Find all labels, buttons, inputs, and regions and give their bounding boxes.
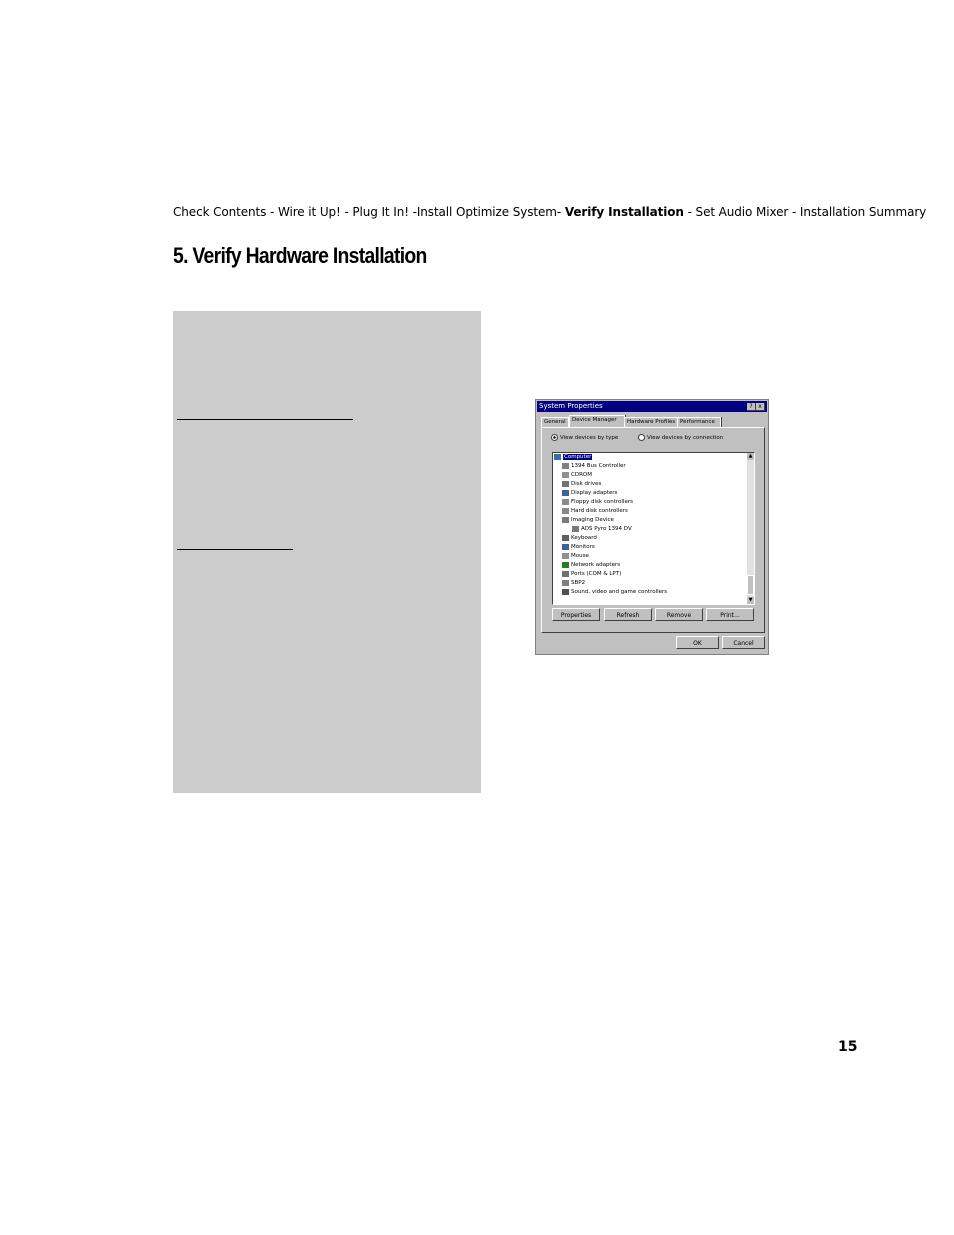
tab-device-manager[interactable]: Device Manager	[569, 415, 625, 428]
floppy-controller-icon	[562, 499, 569, 505]
tab-hardware-profiles[interactable]: Hardware Profiles	[624, 417, 678, 427]
dialog-title: System Properties	[539, 402, 603, 410]
help-button[interactable]: ?	[747, 403, 756, 411]
system-properties-dialog	[535, 399, 769, 655]
radio-by-connection-label: View devices by connection	[647, 435, 724, 441]
device-item[interactable]: SBP2	[562, 579, 585, 588]
disk-drive-icon	[562, 481, 569, 487]
device-item[interactable]: 1394 Bus Controller	[562, 462, 626, 471]
device-item[interactable]: Imaging Device	[562, 516, 614, 525]
sbp2-icon	[562, 580, 569, 586]
sound-icon	[562, 589, 569, 595]
cdrom-icon	[562, 472, 569, 478]
device-item[interactable]: Floppy disk controllers	[562, 498, 633, 507]
network-adapter-icon	[562, 562, 569, 568]
device-item[interactable]: Mouse	[562, 552, 589, 561]
cancel-button[interactable]: Cancel	[722, 636, 765, 649]
breadcrumb-current: Verify Installation	[564, 205, 684, 219]
tab-performance[interactable]: Performance	[677, 417, 721, 427]
device-item[interactable]: Hard disk controllers	[562, 507, 628, 516]
page-title: 5. Verify Hardware Installation	[173, 243, 427, 268]
device-item[interactable]: Ports (COM & LPT)	[562, 570, 621, 579]
breadcrumb	[173, 205, 933, 219]
refresh-button[interactable]: Refresh	[604, 608, 652, 621]
port-icon	[562, 571, 569, 577]
sidebar-rule	[177, 549, 293, 550]
mouse-icon	[562, 553, 569, 559]
imaging-device-icon	[562, 517, 569, 523]
device-item[interactable]: Monitors	[562, 543, 595, 552]
close-button[interactable]: x	[756, 403, 765, 411]
camera-icon	[572, 526, 579, 532]
properties-button[interactable]: Properties	[552, 608, 600, 621]
device-tree-scrollbar[interactable]	[747, 453, 754, 604]
print-button[interactable]: Print...	[706, 608, 754, 621]
device-manager-panel	[541, 427, 765, 633]
ok-button[interactable]: OK	[676, 636, 719, 649]
radio-selected-icon	[551, 434, 558, 441]
device-item[interactable]: Computer	[554, 453, 592, 462]
scroll-up-arrow-icon[interactable]: ▲	[748, 453, 753, 459]
scroll-thumb[interactable]	[747, 575, 754, 595]
page-number: 15	[838, 1039, 858, 1055]
display-adapter-icon	[562, 490, 569, 496]
dialog-titlebar	[537, 401, 767, 412]
radio-by-connection[interactable]	[638, 434, 723, 441]
device-item[interactable]: Display adapters	[562, 489, 617, 498]
device-item[interactable]: Sound, video and game controllers	[562, 588, 667, 597]
scroll-down-arrow-icon[interactable]: ▼	[748, 597, 753, 603]
remove-button[interactable]: Remove	[655, 608, 703, 621]
device-tree[interactable]	[552, 452, 755, 605]
radio-by-type[interactable]	[551, 434, 618, 441]
breadcrumb-before: Check Contents - Wire it Up! - Plug It In! -Install Optimize System-	[173, 205, 565, 219]
hard-disk-controller-icon	[562, 508, 569, 514]
breadcrumb-after: - Set Audio Mixer - Installation Summary	[683, 205, 927, 219]
device-item[interactable]: ADS Pyro 1394 DV	[572, 525, 632, 534]
sidebar-panel	[173, 311, 481, 793]
device-item[interactable]: Network adapters	[562, 561, 620, 570]
computer-icon	[554, 454, 561, 460]
device-item[interactable]: Disk drives	[562, 480, 601, 489]
keyboard-icon	[562, 535, 569, 541]
device-item[interactable]: Keyboard	[562, 534, 597, 543]
radio-icon	[638, 434, 645, 441]
radio-by-type-label: View devices by type	[560, 435, 619, 441]
monitor-icon	[562, 544, 569, 550]
tab-general[interactable]: General	[541, 417, 569, 427]
bus-controller-icon	[562, 463, 569, 469]
device-item[interactable]: CDROM	[562, 471, 592, 480]
sidebar-rule	[177, 419, 353, 420]
